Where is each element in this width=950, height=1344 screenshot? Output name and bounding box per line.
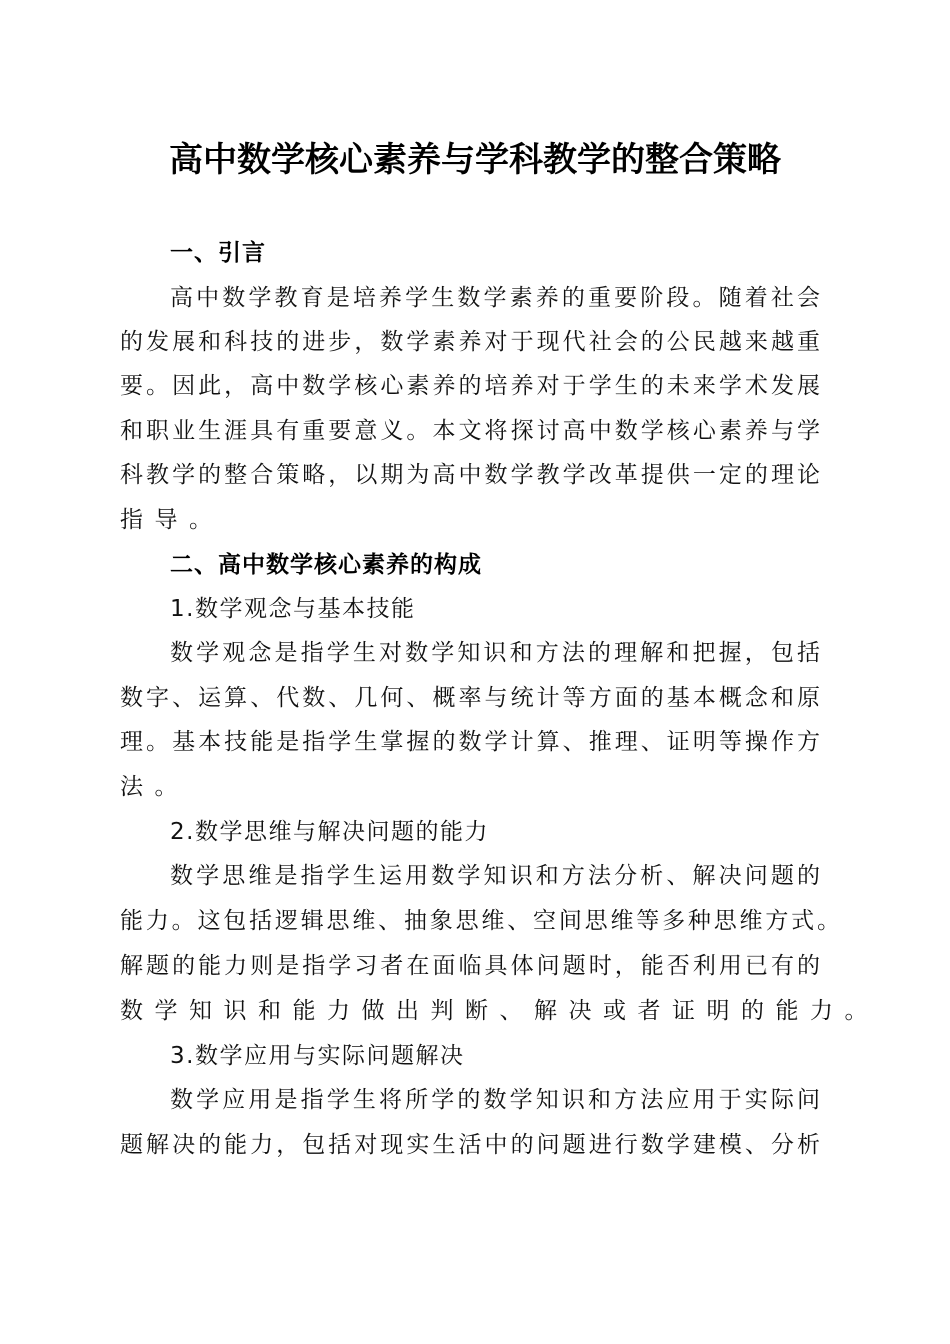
- paragraph-line: 指导。: [120, 507, 224, 533]
- section-heading-introduction: 一、引言: [170, 240, 266, 266]
- paragraph-line: 数学知识和能力做出判断、解决或者证明的能力。: [120, 998, 879, 1024]
- paragraph-line: 理。基本技能是指学生掌握的数学计算、推理、证明等操作方: [120, 729, 820, 755]
- subsection-heading: 1.数学观念与基本技能: [170, 596, 416, 622]
- subsection-heading: 2.数学思维与解决问题的能力: [170, 819, 489, 845]
- paragraph-line: 科教学的整合策略，以期为高中数学教学改革提供一定的理论: [120, 462, 820, 488]
- section-heading-composition: 二、高中数学核心素养的构成: [170, 552, 482, 578]
- paragraph-line: 和职业生涯具有重要意义。本文将探讨高中数学核心素养与学: [120, 418, 820, 444]
- paragraph-line: 高中数学教育是培养学生数学素养的重要阶段。随着社会: [170, 285, 820, 311]
- paragraph-line: 法。: [120, 774, 189, 800]
- paragraph-line: 数学思维是指学生运用数学知识和方法分析、解决问题的: [170, 863, 820, 889]
- subsection-heading: 3.数学应用与实际问题解决: [170, 1043, 465, 1069]
- paragraph-line: 要。因此，高中数学核心素养的培养对于学生的未来学术发展: [120, 373, 820, 399]
- paragraph-line: 题解决的能力，包括对现实生活中的问题进行数学建模、分析: [120, 1132, 820, 1158]
- paragraph-line: 数字、运算、代数、几何、概率与统计等方面的基本概念和原: [120, 685, 820, 711]
- paragraph-line: 数学应用是指学生将所学的数学知识和方法应用于实际问: [170, 1087, 820, 1113]
- paragraph-line: 能力。这包括逻辑思维、抽象思维、空间思维等多种思维方式。: [120, 908, 840, 934]
- document-title: 高中数学核心素养与学科教学的整合策略: [169, 140, 781, 180]
- paragraph-line: 解题的能力则是指学习者在面临具体问题时，能否利用已有的: [120, 953, 820, 979]
- paragraph-line: 数学观念是指学生对数学知识和方法的理解和把握，包括: [170, 640, 820, 666]
- paragraph-line: 的发展和科技的进步，数学素养对于现代社会的公民越来越重: [120, 329, 820, 355]
